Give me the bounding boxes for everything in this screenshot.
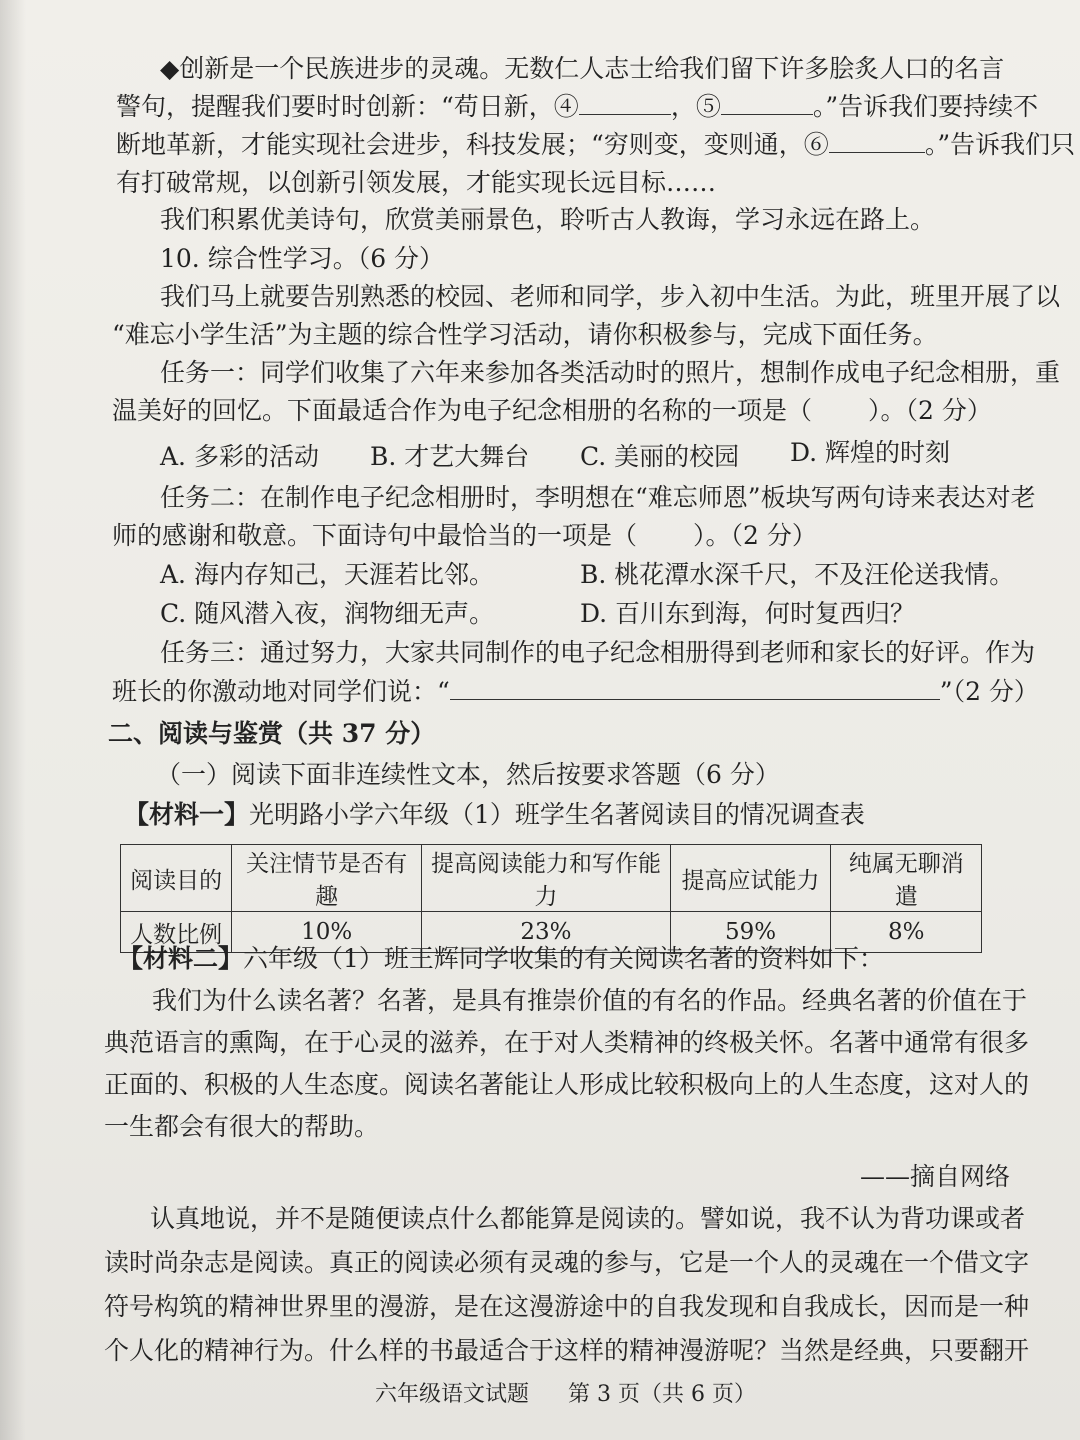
task2-line-1: 任务二：在制作电子纪念相册时，李明想在“难忘师恩”板块写两句诗来表达对老: [160, 483, 1036, 512]
task2-option-c: C. 随风潜入夜，润物细无声。: [160, 599, 495, 628]
task3-line-1: 任务三：通过努力，大家共同制作的电子纪念相册得到老师和家长的好评。作为: [160, 638, 1036, 667]
intro-line-3a: 断地革新，才能实现社会进步，科技发展；“穷则变，变则通，: [116, 130, 804, 159]
material1-heading: [124, 798, 865, 832]
task2-option-b: B. 桃花潭水深千尺，不及汪伦送我情。: [580, 560, 1015, 589]
q10-intro-line-1: 我们马上就要告别熟悉的校园、老师和同学，步入初中生活。为此，班里开展了以: [160, 282, 1061, 311]
task3-answer-blank[interactable]: [450, 677, 940, 700]
intro-line-2: 警句，提醒我们要时时创新：“苟日新，④ ，⑤ 。”告诉我们要持续不: [116, 92, 1039, 121]
material2-title: 六年级（1）班王辉同学收集的有关阅读名著的资料如下：: [243, 944, 884, 973]
table-row: [121, 845, 982, 912]
task1-option-d: D. 辉煌的时刻: [790, 438, 951, 467]
intro-line-1: ◆创新是一个民族进步的灵魂。无数仁人志士给我们留下许多脍炙人口的名言: [160, 54, 1005, 83]
footer-subject: 六年级语文试题: [375, 1382, 530, 1407]
passage-line-1: 认真地说，并不是随便读点什么都能算是阅读的。譬如说，我不认为背功课或者: [150, 1204, 1026, 1233]
material2-line-2: 典范语言的熏陶，在于心灵的滋养，在于对人类精神的终极关怀。名著中通常有很多: [104, 1028, 1030, 1057]
table-header-cell: 阅读目的: [121, 845, 232, 912]
task1-line-2a: 温美好的回忆。下面最适合作为电子纪念相册的名称的一项是（: [112, 396, 813, 425]
task3-line-2a: 班长的你激动地对同学们说：“: [112, 677, 450, 706]
blank-marker-5: ⑤: [695, 92, 721, 121]
table-header-cell: 关注情节是否有趣: [232, 845, 422, 912]
task1-option-c: C. 美丽的校园: [580, 442, 740, 471]
blank-5[interactable]: [721, 92, 813, 115]
material2-tag: 【材料二】: [118, 944, 244, 973]
survey-table: [120, 844, 982, 953]
task2-line-2: [112, 519, 817, 553]
task2-option-a: A. 海内存知己，天涯若比邻。: [160, 560, 494, 589]
intro-line-4: 有打破常规，以创新引领发展，才能实现长远目标……: [116, 168, 717, 197]
material2-line-3: 正面的、积极的人生态度。阅读名著能让人形成比较积极向上的人生态度，这对人的: [104, 1070, 1030, 1099]
passage-line-4: 个人化的精神行为。什么样的书最适合于这样的精神漫游呢？当然是经典，只要翻开: [104, 1336, 1030, 1365]
intro-line-3b: 。”告诉我们只: [924, 130, 1076, 159]
table-cell: 23%: [422, 912, 671, 953]
task1-option-b: B. 才艺大舞台: [370, 442, 530, 471]
task2-option-d: D. 百川东到海，何时复西归？: [580, 599, 916, 628]
material2-heading: [118, 942, 884, 976]
passage-line-3: 符号构筑的精神世界里的漫游，是在这漫游途中的自我发现和自我成长，因而是一种: [104, 1292, 1030, 1321]
section2-title: 二、阅读与鉴赏（共 37 分）: [108, 719, 436, 748]
intro-line-3: [116, 128, 1075, 162]
task2-line-2a: 师的感谢和敬意。下面诗句中最恰当的一项是（: [112, 521, 638, 550]
footer-page-number: 第 3 页（共 6 页）: [568, 1382, 756, 1407]
blank-marker-4: ④: [553, 92, 579, 121]
blank-marker-6: ⑥: [803, 130, 829, 159]
task2-line-2b: ）。（2 分）: [693, 521, 817, 550]
task3-line-2: [112, 675, 1039, 709]
task3-line-2b: ”（2 分）: [939, 677, 1039, 706]
intro-line-2b: 。”告诉我们要持续不: [812, 92, 1039, 121]
material1-tag: 【材料一】: [124, 800, 250, 829]
table-cell: 8%: [831, 912, 982, 953]
blank-4[interactable]: [579, 92, 671, 115]
q10-intro-line-2: “难忘小学生活”为主题的综合性学习活动，请你积极参与，完成下面任务。: [112, 320, 938, 349]
material1-title: 光明路小学六年级（1）班学生名著阅读目的情况调查表: [249, 800, 865, 829]
task1-line-2: [112, 394, 992, 428]
passage-line-2: 读时尚杂志是阅读。真正的阅读必须有灵魂的参与，它是一个人的灵魂在一个借文字: [104, 1248, 1030, 1277]
blank-6[interactable]: [829, 130, 925, 153]
intro-closing: 我们积累优美诗句，欣赏美丽景色，聆听古人教诲，学习永远在路上。: [160, 205, 936, 234]
q10-title: 10. 综合性学习。（6 分）: [160, 244, 445, 273]
table-header-cell: 提高阅读能力和写作能力: [422, 845, 671, 912]
table-cell: 10%: [232, 912, 422, 953]
table-cell: 59%: [670, 912, 831, 953]
table-cell: 人数比例: [121, 912, 232, 953]
page-edge-shadow: [0, 0, 26, 1440]
material2-line-4: 一生都会有很大的帮助。: [104, 1112, 380, 1141]
table-header-cell: 纯属无聊消遣: [831, 845, 982, 912]
task1-option-a: A. 多彩的活动: [160, 442, 319, 471]
table-header-cell: 提高应试能力: [670, 845, 831, 912]
intro-line-2a: 警句，提醒我们要时时创新：“苟日新，: [116, 92, 554, 121]
task1-line-1: 任务一：同学们收集了六年来参加各类活动时的照片，想制作成电子纪念相册，重: [160, 358, 1061, 387]
source-note: ——摘自网络: [860, 1162, 1011, 1191]
section2-sub1: （一）阅读下面非连续性文本，然后按要求答题（6 分）: [156, 760, 780, 789]
material2-line-1: 我们为什么读名著？名著，是具有推崇价值的有名的作品。经典名著的价值在于: [152, 986, 1028, 1015]
task1-line-2b: ）。（2 分）: [868, 396, 992, 425]
